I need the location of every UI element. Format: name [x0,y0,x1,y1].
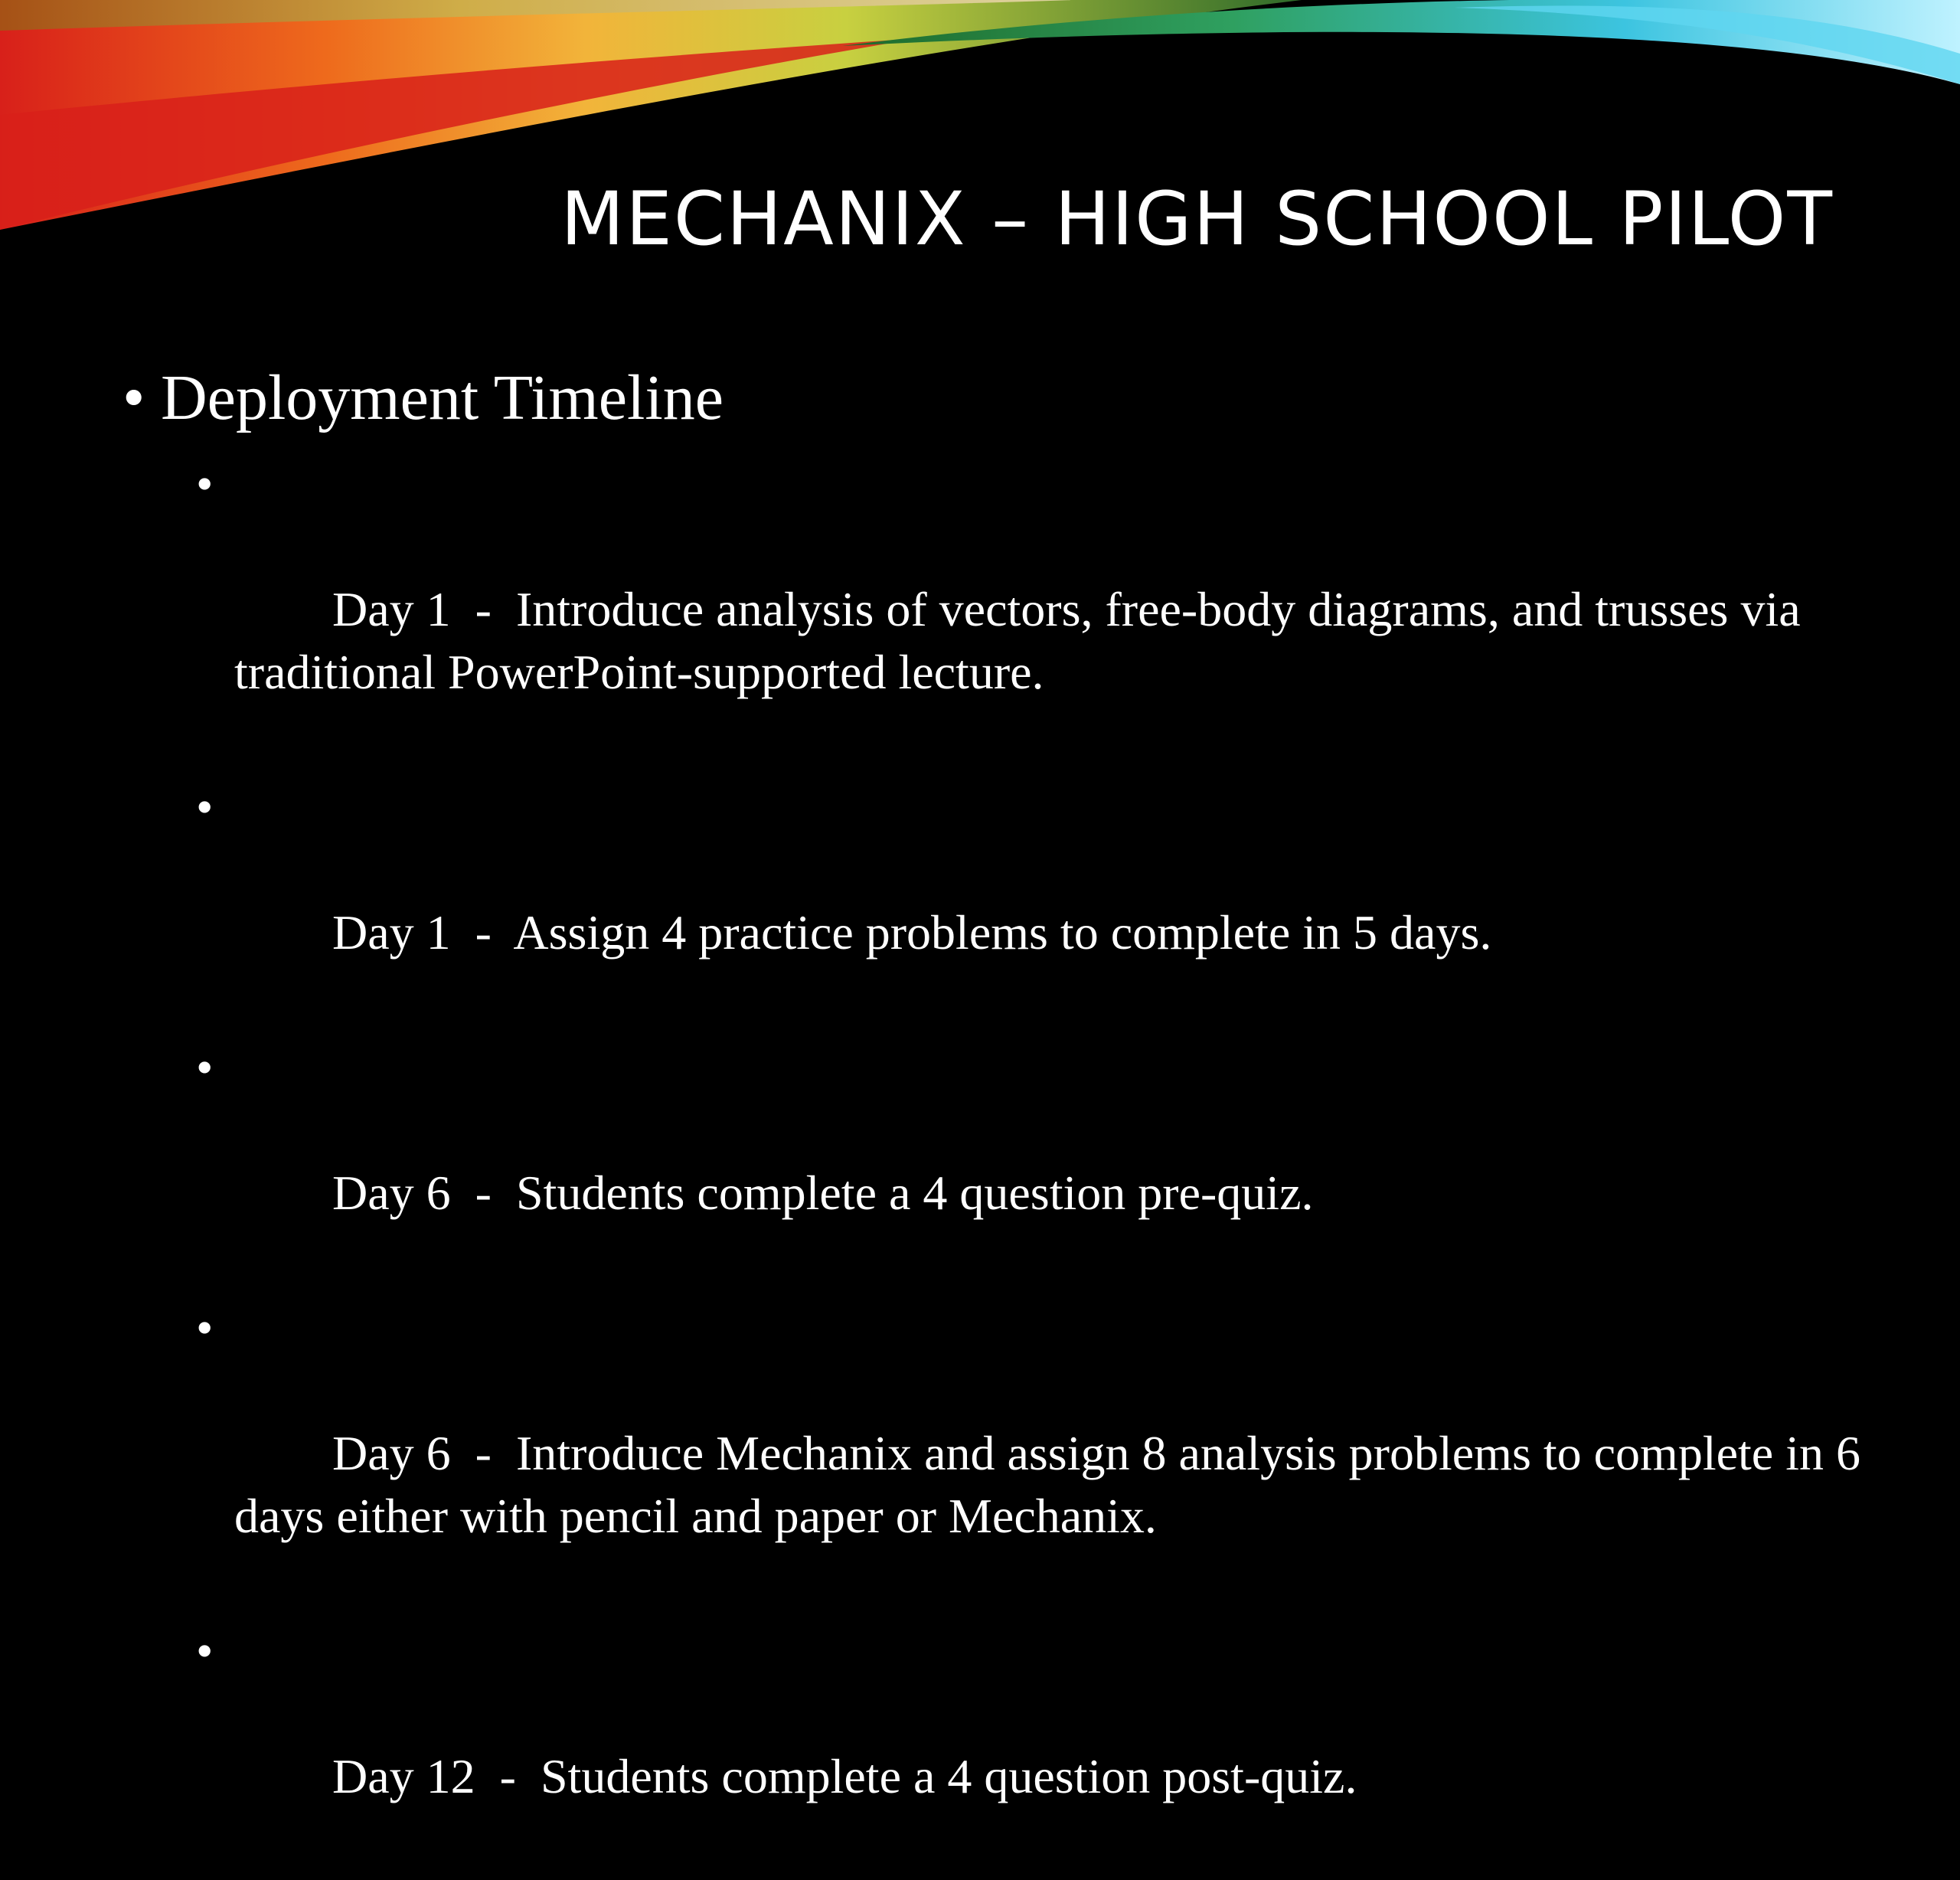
timeline-item [122,1296,1873,1610]
bullet-heading [122,360,1868,437]
bullet-dot-icon: • [196,456,214,511]
heading-text: Deployment Timeline [161,362,724,433]
timeline-item-text: Day 1 - Assign 4 practice problems to complete in 5 days. [332,904,1492,960]
bullet-dot-icon: • [122,362,145,433]
timeline-list [122,453,1873,1871]
bullet-dot-icon: • [196,1300,214,1355]
timeline-item [122,776,1868,1027]
timeline-item-text: Day 6 - Students complete a 4 question pre-quiz. [332,1165,1314,1220]
bullet-dot-icon: • [196,1039,214,1094]
timeline-item [122,453,1868,767]
slide-title: MECHANIX – HIGH SCHOOL PILOT [560,176,1834,262]
timeline-item [122,1036,1868,1287]
slide-body [122,360,1873,1880]
timeline-item [122,1620,1868,1871]
bullet-dot-icon: • [196,779,214,834]
bullet-dot-icon: • [196,1623,214,1678]
timeline-item-text: Day 6 - Introduce Mechanix and assign 8 analysis problems to complete in 6 days either with pencil and paper or Mechanix. [234,1425,1873,1543]
timeline-item-text: Day 12 - Students complete a 4 question post-quiz. [332,1748,1357,1803]
timeline-item-text: Day 1 - Introduce analysis of vectors, free-body diagrams, and trusses via traditional PowerPoint-supported lecture. [234,581,1813,699]
